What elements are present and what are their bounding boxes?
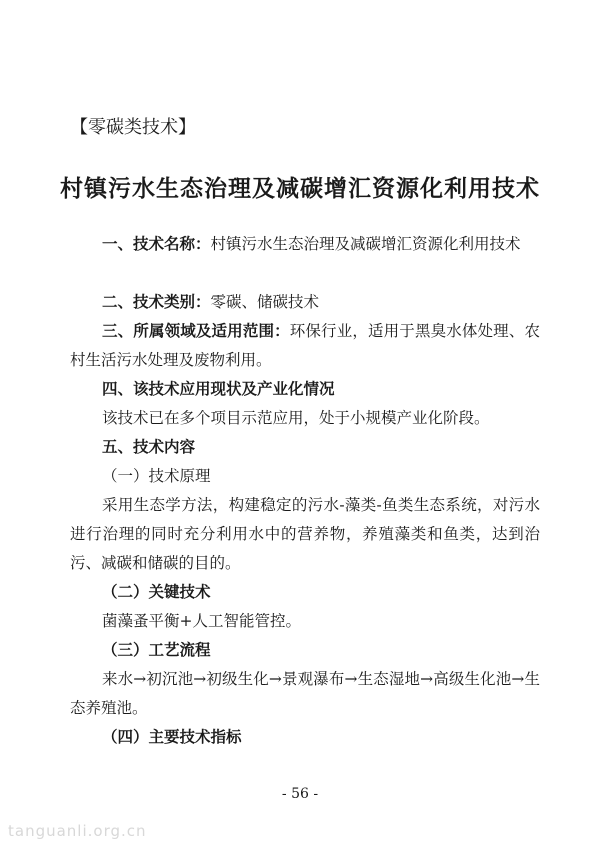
subsection-process-heading: （三）工艺流程 <box>102 641 211 659</box>
section-content-heading: 五、技术内容 <box>102 438 196 456</box>
document-title: 村镇污水生态治理及减碳增汇资源化利用技术 <box>60 175 540 202</box>
subsection-indicators-heading: （四）主要技术指标 <box>102 728 242 746</box>
subsection-key-tech-text: 菌藻蚤平衡+人工智能管控。 <box>102 612 301 630</box>
subsection-key-tech-heading: （二）关键技术 <box>102 583 211 601</box>
section-text: 环保行业，适用于黑臭水体处理、农村生活污水处理及废物利用。 <box>70 322 540 369</box>
section-application-field <box>70 317 540 375</box>
section-text: 零碳、储碳技术 <box>210 293 320 311</box>
section-technology-name <box>70 230 540 259</box>
subsection-principle-text: 采用生态学方法，构建稳定的污水-藻类-鱼类生态系统，对污水进行治理的同时充分利用水中的营养物，养殖藻类和鱼类，达到治污、减碳和储碳的目的。 <box>70 496 540 572</box>
section-heading: 一、技术名称： <box>102 235 211 253</box>
section-text: 村镇污水生态治理及减碳增汇资源化利用技术 <box>210 235 521 253</box>
category-label: 【零碳类技术】 <box>70 117 196 138</box>
section-technology-category <box>70 288 540 317</box>
section-heading: 二、技术类别： <box>102 293 211 311</box>
subsection-principle-heading: （一）技术原理 <box>102 467 211 485</box>
watermark: tanguanli.org.cn <box>8 822 147 840</box>
section-status-text: 该技术已在多个项目示范应用，处于小规模产业化阶段。 <box>102 409 490 427</box>
page-number: - 56 - <box>281 786 319 802</box>
section-heading: 三、所属领域及适用范围： <box>102 322 290 340</box>
section-status-heading: 四、该技术应用现状及产业化情况 <box>102 380 335 398</box>
subsection-process-text: 来水→初沉池→初级生化→景观瀑布→生态湿地→高级生化池→生态养殖池。 <box>70 670 540 717</box>
